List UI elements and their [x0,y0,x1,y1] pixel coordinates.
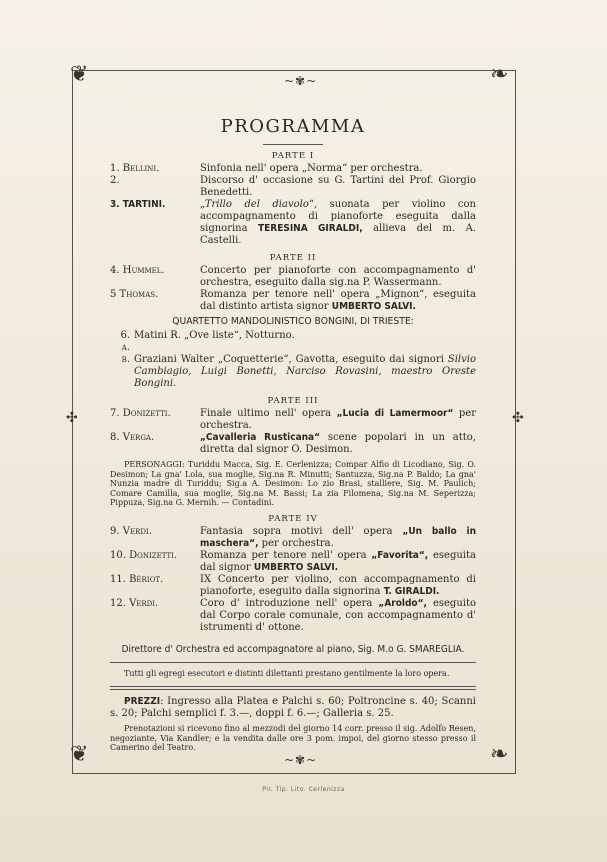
booking-note: Prenotazioni si ricevono fino al mezzodi del giorno 14 corr. presso il sig. Adolfo Resen, negoziante, Via Kandler; e la vendita dalle ore 3 pom. impoi, del giorno stesso presso il Camerino del Teatro. [110,724,476,752]
corner-ornament-icon: ❦ [70,742,89,767]
part-heading: PARTE II [269,253,317,263]
programme-item: 10. Donizetti. Romanza per tenore nell' opera „Favorita“, eseguita dal signor UMBERTO SALVI. [110,549,476,573]
cast-list: PERSONAGGI: Turiddu Macca, Sig. E. Cerlenizza; Compar Alfio di Licodiano, Sig. O. Desimon; La gna' Lola, sua moglie, Sig.na R. Minutti; Santuzza, Sig.na P. Baldo; La gna' Nunzia madre di Turiddu; Sig.a A. Desimon: Lo zio Brasi, stalliere, Sig. M. Paulich; Comare Camilla, sua moglie, Sig.na M. Bassi; La zia Filomena, Sig.na M. Seperizza; Pippuza, Sig.na G. Mernih. — Contadini. [110,460,476,507]
programme-item: 5 Thomas. Romanza per tenore nell' opera „Mignon“, eseguita dal distinto artista signor UMBERTO SALVI. [110,289,476,312]
page-title: PROGRAMMA [220,116,366,137]
programme-item: 12. Verdi. Coro d' introduzione nell' opera „Aroldo“, eseguito dal Corpo corale comunale, con accompagnamento d' istrumenti d' ottone. [110,597,476,633]
flourish-icon: ~✾~ [284,753,318,767]
part-heading: PARTE IV [268,513,318,524]
corner-ornament-icon: ❦ [70,62,89,87]
performers-note: Tutti gli egregi esecutori e distinti dilettanti prestano gentilmente la loro opera. [124,668,450,678]
side-ornament-icon: ✣ [66,410,79,426]
programme-item: b. Graziani Walter „Coquetterie“, Gavotta, eseguito dai signori Silvio Cambiagio, Luigi Bonetti, Narciso Rovasini, maestro Oreste Bongini. [121,354,476,389]
corner-ornament-icon: ❧ [490,62,509,87]
corner-ornament-icon: ❧ [490,742,509,767]
programme-item: 3. TARTINI. „Trillo del diavolo“, suonata per violino con accompagnamento di pianoforte eseguita dalla signorina TERESINA GIRALDI, allieva del m. A. Castelli. [110,199,476,246]
programme-item: 6. a. Matini R. „Ove liste“, Notturno. [120,330,295,353]
divider [110,689,476,690]
programme-item: 9. Verdi. Fantasia sopra motivi dell' opera „Un ballo in maschera“, per orchestra. [110,525,476,549]
part-heading: PARTE III [267,396,319,406]
programme-item: 4. Hummel. Concerto per pianoforte con accompagnamento d' orchestra, eseguito dalla sig.na P. Wassermann. [110,265,476,288]
programme-item: 2. Discorso d' occasione su G. Tartini del Prof. Giorgio Benedetti. [110,175,476,198]
side-ornament-icon: ✣ [512,410,525,426]
quartet-heading: QUARTETTO MANDOLINISTICO BONGINI, DI TRIESTE: [172,316,414,327]
programme-content [110,114,476,753]
divider [263,144,323,145]
programme-item: 7. Donizetti. Finale ultimo nell' opera „Lucia di Lamermoor“ per orchestra. [110,408,477,431]
director-line: Direttore d' Orchestra ed accompagnatore al piano, Sig. M.o G. SMAREGLIA. [121,643,465,655]
part-heading: PARTE I [271,151,315,161]
printer-imprint: Pir. Tip. Lito. Cerlenizza [262,786,345,793]
divider [110,686,476,687]
divider [110,662,476,663]
programme-item: 8. Verga. „Cavalleria Rusticana“ scene popolari in un atto, diretta dal signor O. Desimon. [110,432,476,455]
flourish-icon: ~✾~ [284,74,318,88]
programme-item: 11. Bériot. IX Concerto per violino, con accompagnamento di pianoforte, eseguito dalla signorina T. GIRALDI. [110,573,476,597]
programme-item: 1. Bellini. Sinfonia nell' opera „Norma“ per orchestra. [110,163,423,174]
prices-text: PREZZI: Ingresso alla Platea e Palchi s. 60; Poltroncine s. 40; Scanni s. 20; Palchi semplici f. 3.—, doppi f. 6.—; Galleria s. 25. [110,696,476,719]
